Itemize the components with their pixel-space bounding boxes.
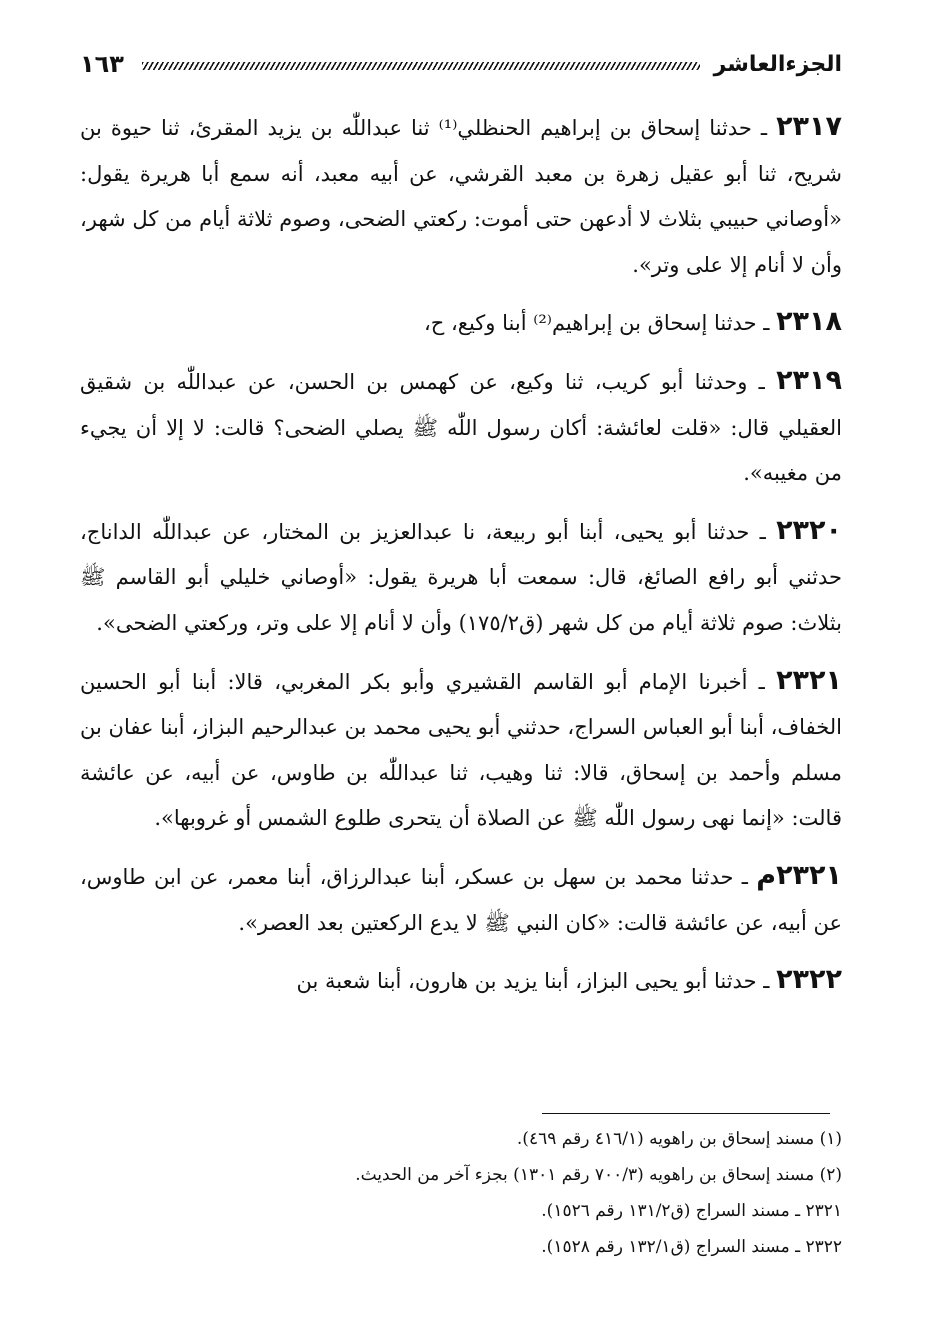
hadith-number: ٢٣١٨ (776, 306, 842, 338)
hadith-number: ٢٣٢٢ (776, 964, 842, 996)
hadith-2318 (80, 299, 842, 347)
hadith-2320 (80, 508, 842, 647)
footnote-1: (١) مسند إسحاق بن راهويه (٤١٦/١ رقم ٤٦٩). (516, 1129, 842, 1149)
footnote-2322: ٢٣٢٢ ـ مسند السراج (ق١٣٢/١ رقم ١٥٢٨). (541, 1237, 842, 1257)
hadith-number: ٢٣٢١ (776, 664, 842, 696)
running-title: الجزءالعاشر (713, 51, 842, 77)
footnote-separator (542, 1113, 830, 1114)
footnote-2: (٢) مسند إسحاق بن راهويه (٧٠٠/٣ رقم ١٣٠١) بجزء آخر من الحديث. (355, 1165, 842, 1185)
hadith-number: ٢٣١٧ (776, 111, 842, 142)
hadith-text: ـ حدثنا محمد بن سهل بن عسكر، أبنا عبدالرزاق، أبنا معمر، عن ابن طاوس، عن أبيه، عن عائشة قالت: «كان النبي ﷺ لا يدع الركعتين بعد العصر». (80, 864, 842, 935)
hadith-2321m (80, 853, 842, 946)
hadith-2321 (80, 658, 842, 842)
footnotes (80, 1121, 842, 1265)
header-decorative-rule (142, 62, 700, 70)
page-number: ١٦٣ (80, 50, 124, 78)
hadith-text: ـ حدثنا إسحاق بن إبراهيم⁽²⁾ أبنا وكيع، ح، (424, 311, 770, 336)
hadith-2322 (80, 957, 842, 1005)
page-header (80, 42, 842, 86)
hadith-text: ـ حدثنا أبو يحيى البزاز، أبنا يزيد بن هارون، أبنا شعبة بن (296, 969, 770, 994)
hadith-text: ـ حدثنا أبو يحيى، أبنا أبو ربيعة، نا عبدالعزيز بن المختار، عن عبداللّٰه الداناج، حدثني أبو رافع الصائغ، قال: سمعت أبا هريرة يقول: «أوصاني خليلي أبو القاسم ﷺ بثلاث: صوم ثلاثة أيام من كل شهر (ق١٧٥/٢) وأن لا أنام إلا على وتر، وركعتي الضحى». (80, 519, 842, 635)
hadith-number: ٢٣١٩ (776, 364, 842, 396)
main-text (80, 104, 842, 1005)
hadith-number: ٢٣٢١م (756, 859, 842, 891)
footnote-2321: ٢٣٢١ ـ مسند السراج (ق١٣١/٢ رقم ١٥٢٦). (541, 1201, 842, 1221)
hadith-text: ـ حدثنا إسحاق بن إبراهيم الحنظلي⁽¹⁾ ثنا عبداللّٰه بن يزيد المقرئ، ثنا حيوة بن شريح، ثنا أبو عقيل زهرة بن معبد القرشي، عن أبيه معبد، أنه سمع أبا هريرة يقول: «أوصاني حبيبي بثلاث لا أدعهن حتى أموت: ركعتي الضحى، وصوم ثلاثة أيام من كل شهر، وأن لا أنام إلا على وتر». (80, 116, 842, 277)
hadith-text: ـ وحدثنا أبو كريب، ثنا وكيع، عن كهمس بن الحسن، عن عبداللّٰه بن شقيق العقيلي قال: «قلت لعائشة: أكان رسول اللّٰه ﷺ يصلي الضحى؟ قالت: لا إلا أن يجيء من مغيبه». (80, 369, 842, 486)
hadith-text: ـ أخبرنا الإمام أبو القاسم القشيري وأبو بكر المغربي، قالا: أبنا أبو الحسين الخفاف، أبنا أبو العباس السراج، حدثني أبو يحيى محمد بن عبدالرحيم البزاز، أبنا عفان بن مسلم وأحمد بن إسحاق، قالا: ثنا وهيب، ثنا عبداللّٰه بن طاوس، عن أبيه، عن عائشة قالت: «إنما نهى رسول اللّٰه ﷺ عن الصلاة أن يتحرى طلوع الشمس أو غروبها». (80, 669, 842, 831)
hadith-number: ٢٣٢٠ (776, 514, 842, 546)
hadith-2317 (80, 104, 842, 288)
hadith-2319 (80, 358, 842, 497)
